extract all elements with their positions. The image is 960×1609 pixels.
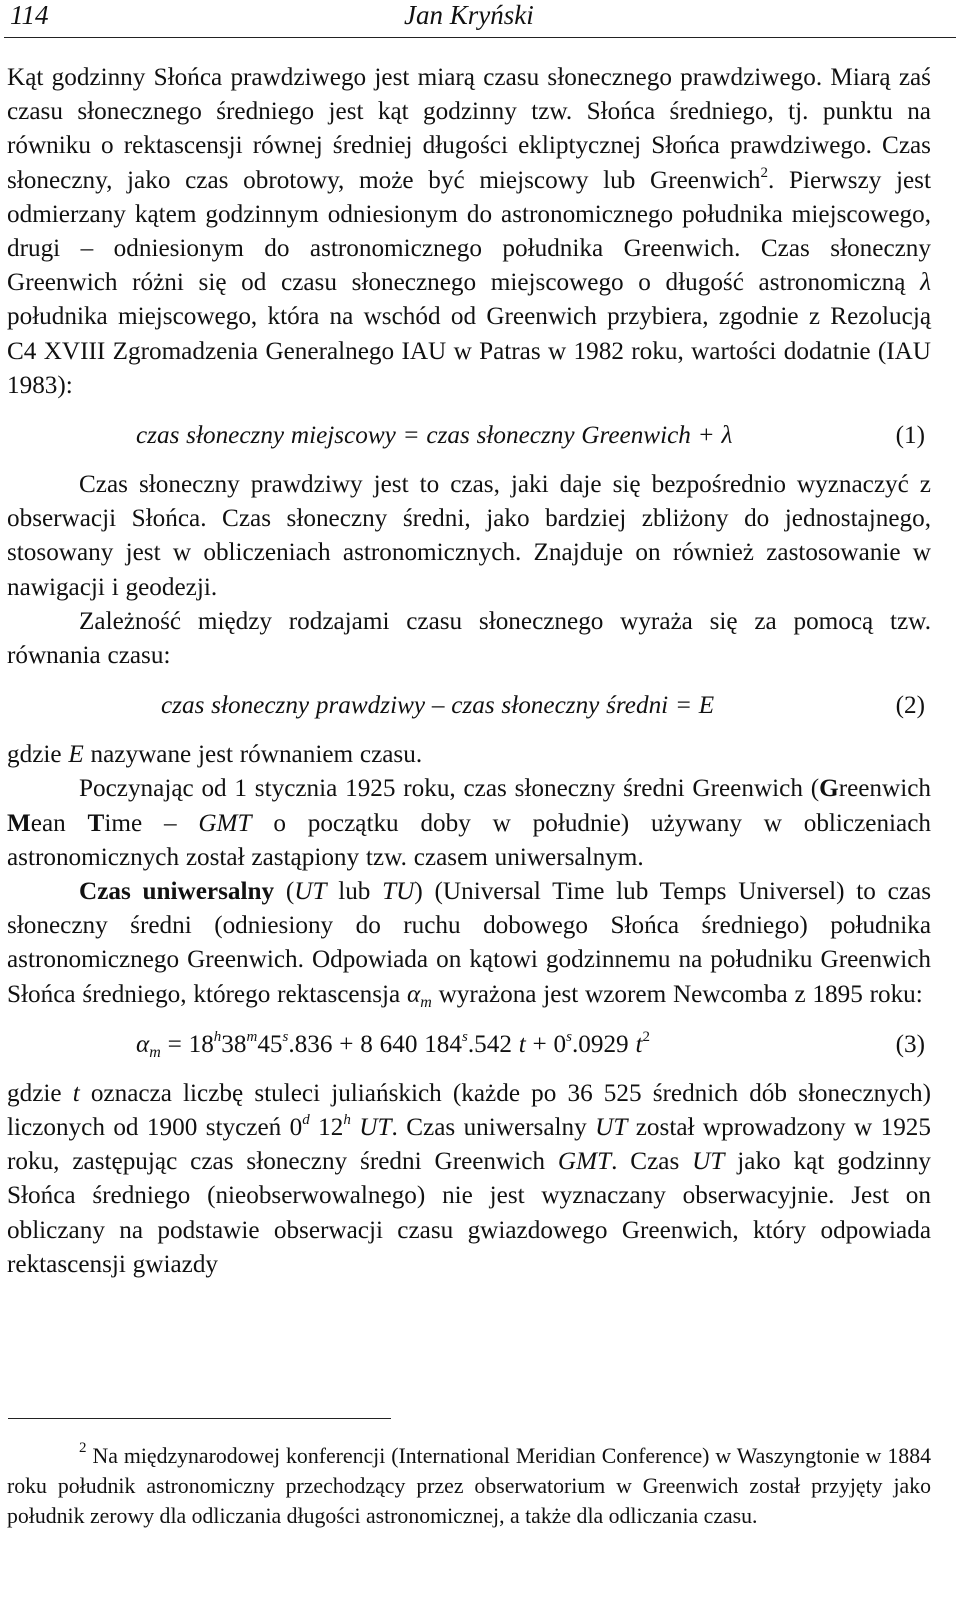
text-run: . Pierwszy jest odmierzany kątem godzinnym odniesionym do astronomicznego południka miejscowego, drugi – odniesionym do astronomicznego południka Greenwich. Czas słoneczny Greenwich różni się od czasu słonecznego miejscowego o długość astronomiczną <box>7 166 931 297</box>
eq-run: .836 + 8 640 184 <box>288 1030 462 1058</box>
tu-abbr: TU <box>382 878 415 906</box>
paragraph-7 <box>7 1077 931 1282</box>
eq-run: .0929 <box>571 1030 636 1058</box>
gmt-abbr: GMT <box>557 1148 612 1176</box>
text-run: o początku doby w południe) używany w obliczeniach astronomicznych został zastąpiony tzw. czasem uniwersalnym. <box>7 809 931 871</box>
text-run: oznacza liczbę stuleci juliańskich (każde po 36 525 średnich dób słonecznych) liczonych od 1900 styczeń 0 <box>7 1079 931 1142</box>
text-run: reenwich <box>838 775 931 803</box>
equation-2 <box>7 689 931 723</box>
unit-m: m <box>246 1028 258 1045</box>
equation-1-text: czas słoneczny miejscowy = czas słoneczny Greenwich + λ <box>136 422 733 450</box>
equation-1 <box>7 419 931 453</box>
body-text <box>7 61 931 1282</box>
footnote-text <box>7 1441 931 1531</box>
unit-s: s <box>282 1028 289 1045</box>
text-run: . Czas <box>611 1148 693 1176</box>
symbol-e: E <box>68 741 84 769</box>
footnote <box>7 1441 931 1531</box>
ut-abbr: UT <box>294 878 327 906</box>
text-run: . Czas uniwersalny <box>391 1114 596 1142</box>
equation-3 <box>7 1028 931 1062</box>
paragraph-2: Czas słoneczny prawdziwy jest to czas, jaki daje się bezpośrednio wyznaczyć z obserwacji Słońca. Czas słoneczny średni, jako bardziej zbliżony do jednostajnego, stosowany jest w obliczeniach astronomicznych. Znajduje on również zastosowanie w nawigacji i geodezji. <box>7 471 931 601</box>
text-run: 12 <box>309 1114 344 1142</box>
alpha-symbol: α <box>136 1030 150 1058</box>
acronym-letter: T <box>87 809 105 837</box>
text-run: południka miejscowego, która na wschód od Greenwich przybiera, zgodnie z Rezolucją C4 XVIII Zgromadzenia Generalnego IAU w Patras w 1982 roku, wartości dodatnie (IAU 1983): <box>7 303 931 399</box>
acronym-letter: M <box>7 809 31 837</box>
text-run: nazywane jest równaniem czasu. <box>83 741 423 769</box>
paragraph-1 <box>7 61 931 403</box>
paragraph-3: Zależność między rodzajami czasu słonecznego wyraża się za pomocą tzw. równania czasu: <box>7 607 931 670</box>
gmt-abbr: GMT <box>198 809 252 837</box>
text-run: ime – <box>104 809 199 837</box>
paragraph-4 <box>7 738 931 772</box>
footnote-mark: 2 <box>79 1440 87 1456</box>
ut-abbr: UT <box>359 1114 392 1142</box>
equation-3-text <box>136 1028 650 1062</box>
unit-d: d <box>302 1112 310 1129</box>
text-run: ) (Universal Time lub Temps Universel) to czas słoneczny średni (odniesiony do ruchu dobowego Słońca średniego) południka astronomicznego Greenwich. Odpowiada on kątowi godzinnemu na południku Greenwich Słońca średniego, którego rektascensja <box>7 878 931 1008</box>
variable-t: t <box>518 1030 526 1058</box>
subscript-m: m <box>420 993 432 1011</box>
term-heading: Czas uniwersalny <box>79 878 275 906</box>
eq-run: = 18 <box>160 1030 214 1058</box>
equation-3-number: (3) <box>895 1030 925 1058</box>
text-run: wyrażona jest wzorem Newcomba z 1895 roku: <box>431 980 923 1008</box>
text-run: jako kąt godzinny Słońca średniego (nieobserwowalnego) nie jest wyznaczany obserwacyjnie. Jest on obliczany na podstawie obserwacji czasu gwiazdowego Greenwich, który odpowiada rektascensji gwiazdy <box>7 1148 931 1278</box>
unit-s: s <box>566 1028 572 1045</box>
eq-run: + 0 <box>525 1030 567 1058</box>
subscript-m: m <box>149 1043 161 1061</box>
equation-2-text: czas słoneczny prawdziwy – czas słoneczny średni = E <box>161 692 715 720</box>
text-run: Poczynając od 1 stycznia 1925 roku, czas słoneczny średni Greenwich ( <box>79 775 820 803</box>
unit-h: h <box>213 1028 222 1045</box>
alpha-symbol: α <box>406 980 421 1008</box>
unit-h: h <box>343 1112 351 1129</box>
running-author: Jan Kryński <box>404 0 534 30</box>
paragraph-6 <box>7 875 931 1012</box>
paragraph-5 <box>7 772 931 875</box>
variable-t: t <box>635 1030 643 1058</box>
text-run: gdzie <box>7 1079 73 1107</box>
page-number: 114 <box>10 0 49 30</box>
text-run: ean <box>30 809 88 837</box>
text-run: lub <box>326 878 383 906</box>
unit-s: s <box>462 1028 468 1045</box>
text-run: ( <box>274 878 295 906</box>
acronym-letter: G <box>819 775 839 803</box>
eq-run: .542 <box>467 1030 519 1058</box>
text-run: Kąt godzinny Słońca prawdziwego jest miarą czasu słonecznego prawdziwego. Miarą zaś czasu słonecznego średniego jest kąt godzinny tzw. Słońca średniego, tj. punktu na równiku o rektascensji równej średniej długości ekliptycznej Słońca prawdziwego. Czas słoneczny, jako czas obrotowy, może być miejscowy lub Greenwich <box>7 64 931 194</box>
equation-2-number: (2) <box>895 692 925 720</box>
footnote-body: Na międzynarodowej konferencji (International Meridian Conference) w Waszyngtonie w 1884 roku południk astronomiczny przechodzący przez obserwatorium w Greenwich został przyjęty jako południk zerowy dla odliczania długości astronomicznej, a także dla odliczania czasu. <box>7 1444 931 1528</box>
footnote-reference[interactable]: 2 <box>760 164 768 181</box>
footnote-separator <box>8 1418 391 1419</box>
equation-1-number: (1) <box>895 422 925 450</box>
ut-abbr: UT <box>595 1114 628 1142</box>
eq-run: 45 <box>257 1030 283 1058</box>
variable-t: t <box>72 1079 80 1107</box>
lambda-symbol: λ <box>920 269 931 297</box>
running-header <box>4 0 956 38</box>
text-run: gdzie <box>7 741 69 769</box>
text-run: został wprowadzony w 1925 roku, zastępując czas słoneczny średni Greenwich <box>7 1114 931 1176</box>
ut-abbr: UT <box>692 1148 725 1176</box>
exponent: 2 <box>642 1028 650 1045</box>
eq-run: 38 <box>221 1030 247 1058</box>
